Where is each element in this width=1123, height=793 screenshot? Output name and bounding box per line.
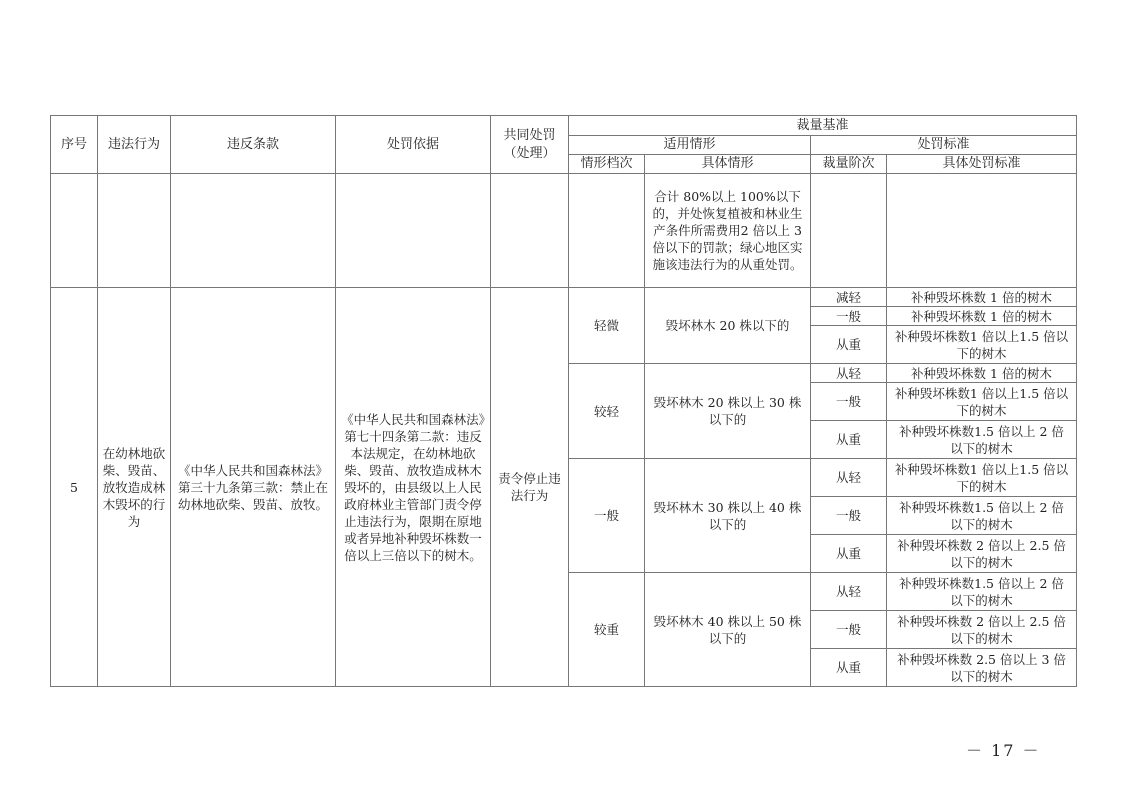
- group-situation: 毁坏林木 30 株以上 40 株 以下的: [645, 459, 811, 573]
- header-common-penalty-sub: （处理）: [503, 145, 556, 161]
- discretion-order: 一般: [811, 497, 887, 535]
- penalty-standard: 补种毁坏株数1.5 倍以上 2 倍 以下的树木: [887, 497, 1077, 535]
- penalty-benchmark-table: [50, 115, 1077, 687]
- header-seq: 序号: [51, 116, 98, 174]
- discretion-order: 从重: [811, 326, 887, 364]
- header-clause: 违反条款: [171, 116, 336, 174]
- penalty-standard: 补种毁坏株数 2.5 倍以上 3 倍 以下的树木: [887, 649, 1077, 687]
- penalty-standard: 补种毁坏株数1 倍以上1.5 倍以下的树木: [887, 326, 1077, 364]
- discretion-order: 从轻: [811, 364, 887, 383]
- header-specific: 具体情形: [645, 155, 811, 174]
- group-situation: 毁坏林木 20 株以下的: [645, 288, 811, 364]
- cell-empty: [336, 174, 491, 288]
- discretion-order: 从轻: [811, 573, 887, 611]
- penalty-standard: 补种毁坏株数1 倍以上1.5 倍以下的树木: [887, 459, 1077, 497]
- cell-empty: [811, 174, 887, 288]
- discretion-order: 减轻: [811, 288, 887, 307]
- header-order: 裁量阶次: [811, 155, 887, 174]
- cell-empty: [51, 174, 98, 288]
- penalty-standard: 补种毁坏株数 2 倍以上 2.5 倍 以下的树木: [887, 535, 1077, 573]
- cell-empty: [98, 174, 171, 288]
- table-row: [51, 288, 1077, 307]
- header-benchmark: 裁量基准: [569, 116, 1077, 136]
- discretion-order: 从轻: [811, 459, 887, 497]
- group-level: 较重: [569, 573, 645, 687]
- continued-specific-text: 合计 80%以上 100%以下的，并处恢复植被和林业生产条件所需费用2 倍以上 3 倍以下的罚款；绿心地区实施该违法行为的从重处罚。: [645, 174, 811, 288]
- discretion-order: 从重: [811, 649, 887, 687]
- header-applicable: 适用情形: [569, 136, 811, 155]
- discretion-order: 从重: [811, 421, 887, 459]
- penalty-standard: 补种毁坏株数 1 倍的树木: [887, 364, 1077, 383]
- penalty-standard: 补种毁坏株数1.5 倍以上 2 倍 以下的树木: [887, 421, 1077, 459]
- penalty-standard: 补种毁坏株数 1 倍的树木: [887, 288, 1077, 307]
- page-number: － 17 －: [966, 741, 1041, 760]
- group-level: 一般: [569, 459, 645, 573]
- header-level: 情形档次: [569, 155, 645, 174]
- cell-empty: [569, 174, 645, 288]
- penalty-standard: 补种毁坏株数1 倍以上1.5 倍以下的树木: [887, 383, 1077, 421]
- header-behavior: 违法行为: [98, 116, 171, 174]
- header-specific-std: 具体处罚标准: [887, 155, 1077, 174]
- cell-empty: [491, 174, 569, 288]
- group-level: 较轻: [569, 364, 645, 459]
- row5-seq: 5: [51, 288, 98, 687]
- discretion-order: 一般: [811, 383, 887, 421]
- header-common-penalty-label: 共同处罚: [503, 127, 556, 143]
- cell-empty: [887, 174, 1077, 288]
- group-situation: 毁坏林木 40 株以上 50 株 以下的: [645, 573, 811, 687]
- discretion-order: 一般: [811, 611, 887, 649]
- header-common-penalty: [491, 116, 569, 174]
- group-level: 轻微: [569, 288, 645, 364]
- penalty-standard: 补种毁坏株数 1 倍的树木: [887, 307, 1077, 326]
- penalty-standard: 补种毁坏株数1.5 倍以上 2 倍 以下的树木: [887, 573, 1077, 611]
- row5-common-penalty: 责令停止违法行为: [491, 288, 569, 687]
- discretion-order: 一般: [811, 307, 887, 326]
- group-situation: 毁坏林木 20 株以上 30 株 以下的: [645, 364, 811, 459]
- row5-clause: 《中华人民共和国森林法》第三十九条第三款：禁止在幼林地砍柴、毁苗、放牧。: [171, 288, 336, 687]
- penalty-standard: 补种毁坏株数 2 倍以上 2.5 倍 以下的树木: [887, 611, 1077, 649]
- table-row-continued: [51, 174, 1077, 288]
- row5-behavior: 在幼林地砍柴、毁苗、放牧造成林木毁坏的行为: [98, 288, 171, 687]
- discretion-order: 从重: [811, 535, 887, 573]
- cell-empty: [171, 174, 336, 288]
- header-basis: 处罚依据: [336, 116, 491, 174]
- row5-basis: 《中华人民共和国森林法》第七十四条第二款：违反本法规定，在幼林地砍柴、毁苗、放牧造成林木毁坏的，由县级以上人民政府林业主管部门责令停止违法行为，限期在原地或者异地补种毁坏株数一倍以上三倍以下的树木。: [336, 288, 491, 687]
- header-standard: 处罚标准: [811, 136, 1077, 155]
